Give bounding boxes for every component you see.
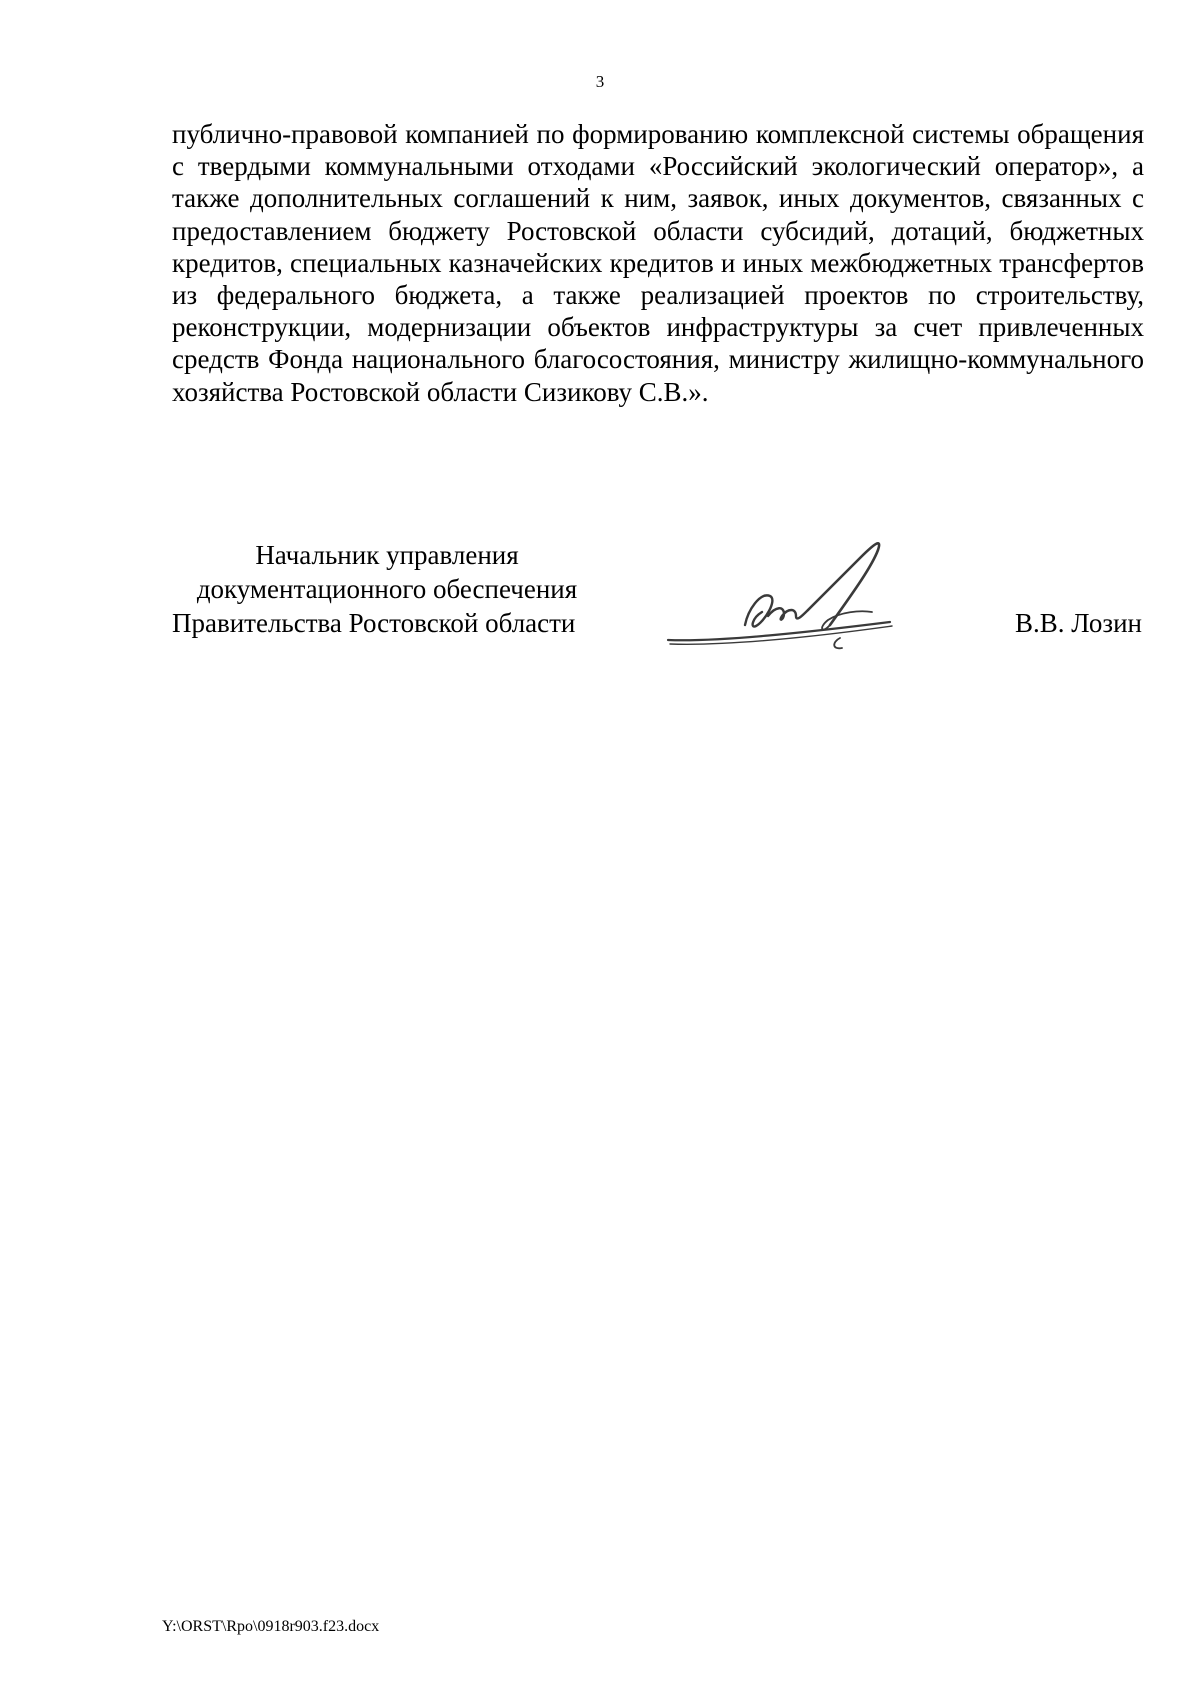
footer-file-path: Y:\ORST\Rpo\0918r903.f23.docx — [162, 1618, 380, 1635]
handwritten-signature — [660, 530, 950, 655]
signatory-title-line-2: документационного обеспечения — [196, 574, 578, 604]
signatory-title-line-1: Начальник управления — [255, 540, 519, 570]
page-number: 3 — [595, 72, 605, 91]
signatory-title — [172, 538, 602, 640]
signatory-name: В.В. Лозин — [1015, 608, 1142, 638]
signatory-title-line-3: Правительства Ростовской области — [172, 608, 576, 638]
body-paragraph: публично-правовой компанией по формированию комплексной системы обращения с твердыми коммунальными отходами «Российский экологический оператор», а также дополнительных соглашений к ним, заявок, иных документов, связанных с предоставлением бюджету Ростовской области субсидий, дотаций, бюджетных кредитов, специальных казначейских кредитов и иных межбюджетных трансфертов из федерального бюджета, а также реализацией проектов по строительству, реконструкции, модернизации объектов инфраструктуры за счет привлеченных средств Фонда национального благосостояния, министру жилищно-коммунального хозяйства Ростовской области Сизикову С.В.». — [172, 119, 1144, 407]
